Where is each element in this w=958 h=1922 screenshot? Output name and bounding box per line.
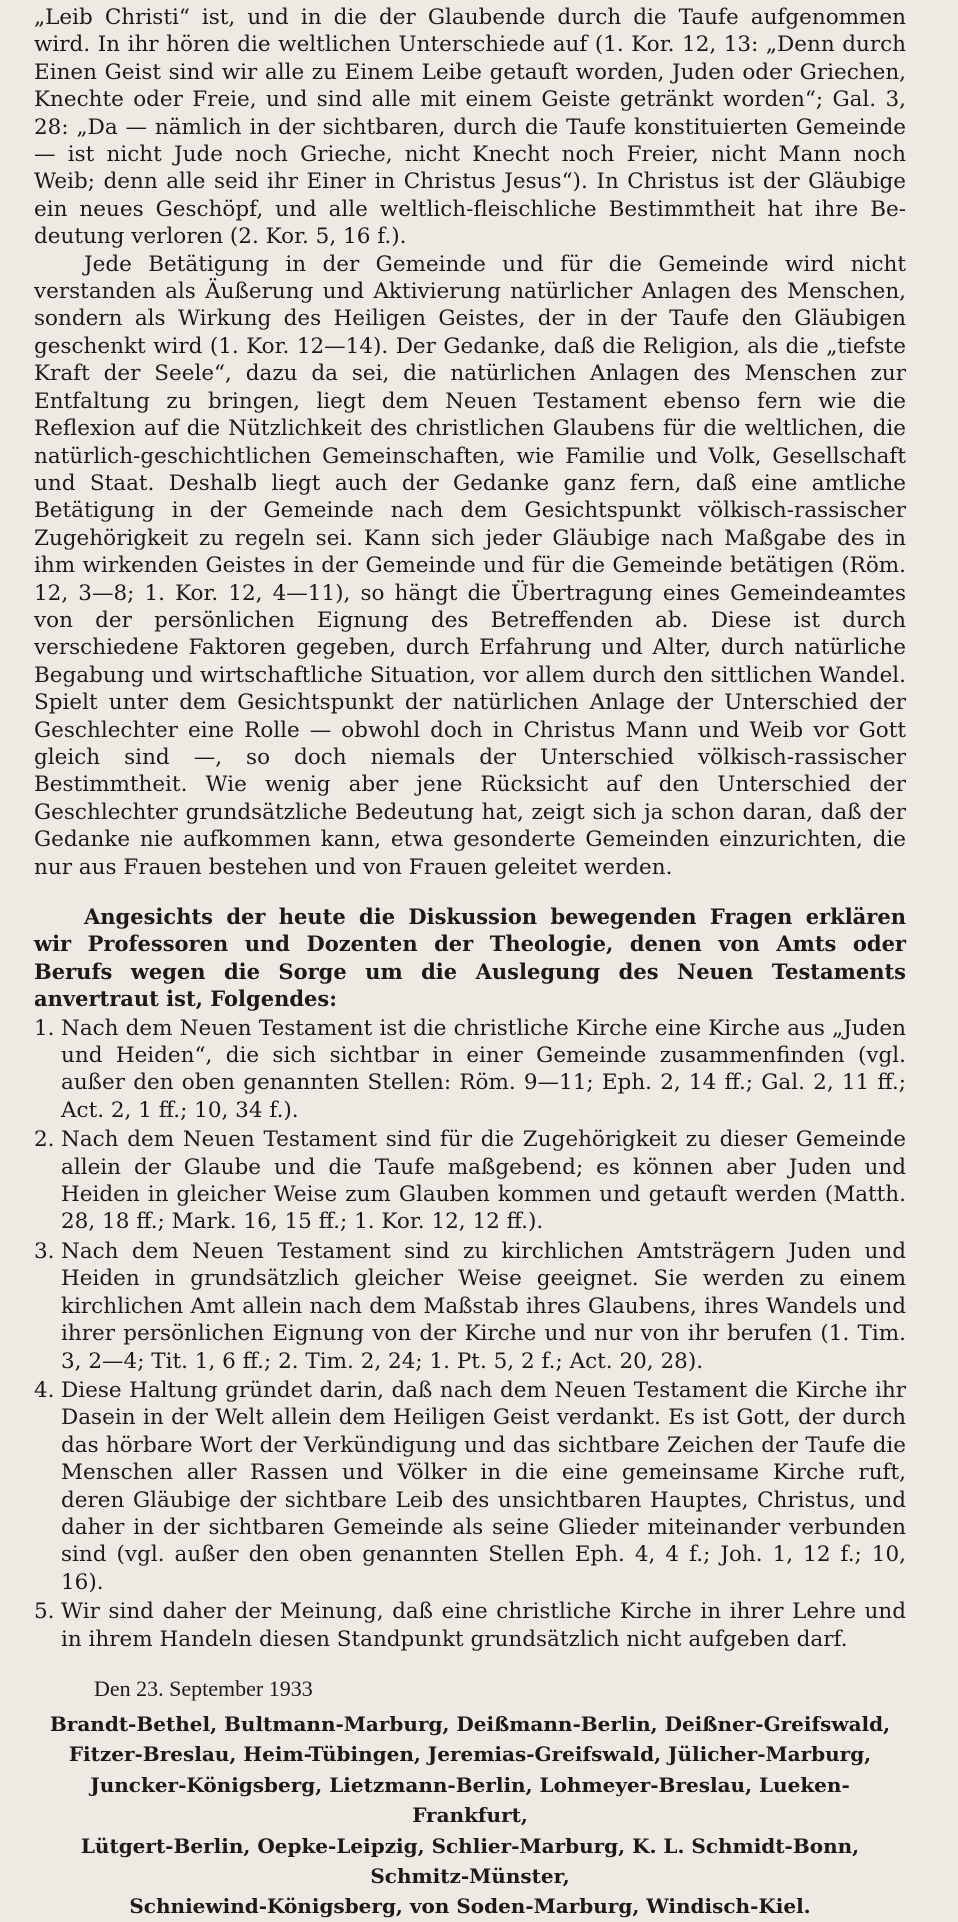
point-number: 3. xyxy=(34,1238,55,1264)
point-number: 1. xyxy=(34,1015,55,1041)
document-date: Den 23. September 1933 xyxy=(94,1675,313,1701)
point-number: 5. xyxy=(34,1599,55,1625)
point-text: Nach dem Neuen Testament sind zu kirchlichen Amtsträgern Juden und Heiden in grundsätzlich gleicher Weise geeignet. Sie werden zu einem kirchlichen Amt allein nach dem Maßstab ihres Glaubens, ihres Wandels und ihrer persönlichen Eignung von der Kirche und nur von ihr berufen (1. Tim. 3, 2—4; Tit. 1, 6 ff.; 2. Tim. 2, 24; 1. Pt. 5, 2 f.; Act. 20, 28). xyxy=(61,1238,906,1374)
signatory-line: Fitzer-Breslau, Heim-Tübingen, Jeremias-Greifswald, Jülicher-Marburg, xyxy=(68,1742,872,1767)
signatory-line: Lütgert-Berlin, Oepke-Leipzig, Schlier-Marburg, K. L. Schmidt-Bonn, Schmitz-Münster, xyxy=(80,1833,860,1888)
signatory-line: Schniewind-Königsberg, von Soden-Marburg, Windisch-Kiel. xyxy=(129,1894,811,1919)
paragraph-baptism-unity: „Leib Christi“ ist, und in die der Glaubende durch die Taufe aufgenommen wird. In ihr hören die weltlichen Unterschiede auf (1. Kor. 12, 13: „Denn durch Einen Geist sind wir alle zu Einem Leibe getauft worden, Juden oder Griechen, Knechte oder Freie, und sind alle mit einem Geiste getränkt worden“; Gal. 3, 28: „Da — nämlich in der sichtbaren, durch die Taufe konstituierten Gemeinde — ist nicht Jude noch Grieche, nicht Knecht noch Freier, nicht Mann noch Weib; denn alle seid ihr Einer in Christus Jesus“). In Christus ist der Gläubige ein neues Geschöpf, und alle weltlich-fleischliche Bestimmtheit hat ihre Bedeutung verloren (2. Kor. 5, 16 f.). xyxy=(34,5,906,250)
point-text: Nach dem Neuen Testament sind für die Zugehörigkeit zu dieser Gemeinde allein der Glaube und die Taufe maßgebend; es können aber Juden und Heiden in gleicher Weise zum Glauben kommen und getauft werden (Matth. 28, 18 ff.; Mark. 16, 15 ff.; 1. Kor. 12, 12 ff.). xyxy=(61,1127,906,1235)
point-number: 2. xyxy=(34,1127,55,1153)
point-text: Nach dem Neuen Testament ist die christliche Kirche eine Kirche aus „Juden und Heiden“, die sich sichtbar in einer Gemeinde zusammenfinden (vgl. außer den oben genannten Stellen: Röm. 9—11; Eph. 2, 14 ff.; Gal. 2, 11 ff.; Act. 2, 1 ff.; 10, 34 f.). xyxy=(61,1015,906,1123)
declaration-point-2 xyxy=(34,1126,906,1236)
point-text: Wir sind daher der Meinung, daß eine christliche Kirche in ihrer Lehre und in ihrem Handeln diesen Standpunkt grundsätzlich nicht aufgeben darf. xyxy=(61,1599,906,1652)
point-number: 4. xyxy=(34,1377,55,1403)
declaration-point-1 xyxy=(34,1015,906,1125)
declaration-points-list xyxy=(34,1015,906,1653)
signatory-line: Juncker-Königsberg, Lietzmann-Berlin, Lohmeyer-Breslau, Lueken-Frankfurt, xyxy=(90,1772,850,1828)
declaration-intro: Angesichts der heute die Diskussion bewegenden Fragen erklären wir Professoren und Dozenten der Theologie, denen von Amts oder Berufs wegen die Sorge um die Auslegung des Neuen Testaments anvertraut ist, Folgendes: xyxy=(34,904,906,1012)
paragraph-office-holding: Jede Betätigung in der Gemeinde und für die Gemeinde wird nicht verstanden als Äußerung und Aktivierung natürlicher Anlagen des Menschen, sondern als Wirkung des Heiligen Geistes, der in der Taufe den Gläubigen geschenkt wird (1. Kor. 12—14). Der Gedanke, daß die Religion, als die „tiefste Kraft der Seele“, dazu da sei, die natürlichen Anlagen des Menschen zur Entfaltung zu bringen, liegt dem Neuen Testament ebenso fern wie die Reflexion auf die Nützlichkeit des christlichen Glaubens für die weltlichen, die natürlich-geschichtlichen Gemeinschaften, wie Familie und Volk, Gesellschaft und Staat. Deshalb liegt auch der Gedanke ganz fern, daß eine amtliche Betätigung in der Gemeinde nach dem Gesichtspunkt völkisch-rassischer Zugehörigkeit zu regeln sei. Kann sich jeder Gläubige nach Maßgabe des in ihm wirkenden Geistes in der Gemeinde und für die Gemeinde betätigen (Röm. 12, 3—8; 1. Kor. 12, 4—11), so hängt die Übertragung eines Gemeindeamtes von der persönlichen Eignung des Betreffenden ab. Diese ist durch verschiedene Faktoren gegeben, durch Erfahrung und Alter, durch natürliche Begabung und wirtschaftliche Situation, vor allem durch den sittlichen Wandel. Spielt unter dem Gesichtspunkt der natürlichen Anlage der Unterschied der Geschlechter eine Rolle — obwohl doch in Christus Mann und Weib vor Gott gleich sind —, so doch niemals der Unterschied völkisch-rassischer Bestimmtheit. Wie wenig aber jene Rücksicht auf den Unterschied der Geschlechter grundsätzliche Bedeutung hat, zeigt sich ja schon daran, daß der Gedanke nie aufkommen kann, etwa gesonderte Gemeinden einzurichten, die nur aus Frauen bestehen und von Frauen geleitet werden. xyxy=(34,251,906,880)
declaration-point-5 xyxy=(34,1598,906,1653)
signatory-line: Brandt-Bethel, Bultmann-Marburg, Deißmann-Berlin, Deißner-Greifswald, xyxy=(49,1711,891,1736)
signatories-block xyxy=(34,1709,906,1922)
declaration-point-4 xyxy=(34,1377,906,1596)
declaration-point-3 xyxy=(34,1238,906,1375)
point-text: Diese Haltung gründet darin, daß nach dem Neuen Testament die Kirche ihr Dasein in der Welt allein dem Heiligen Geist verdankt. Es ist Gott, der durch das hörbare Wort der Verkündigung und das sichtbare Zeichen der Taufe die Menschen aller Rassen und Völker in die eine gemeinsame Kirche ruft, deren Gläubige der sichtbare Leib des unsichtbaren Hauptes, Christus, und daher in der sichtbaren Gemeinde als seine Glieder miteinander verbunden sind (vgl. außer den oben genannten Stellen Eph. 4, 4 f.; Joh. 1, 12 f.; 10, 16). xyxy=(61,1377,906,1595)
